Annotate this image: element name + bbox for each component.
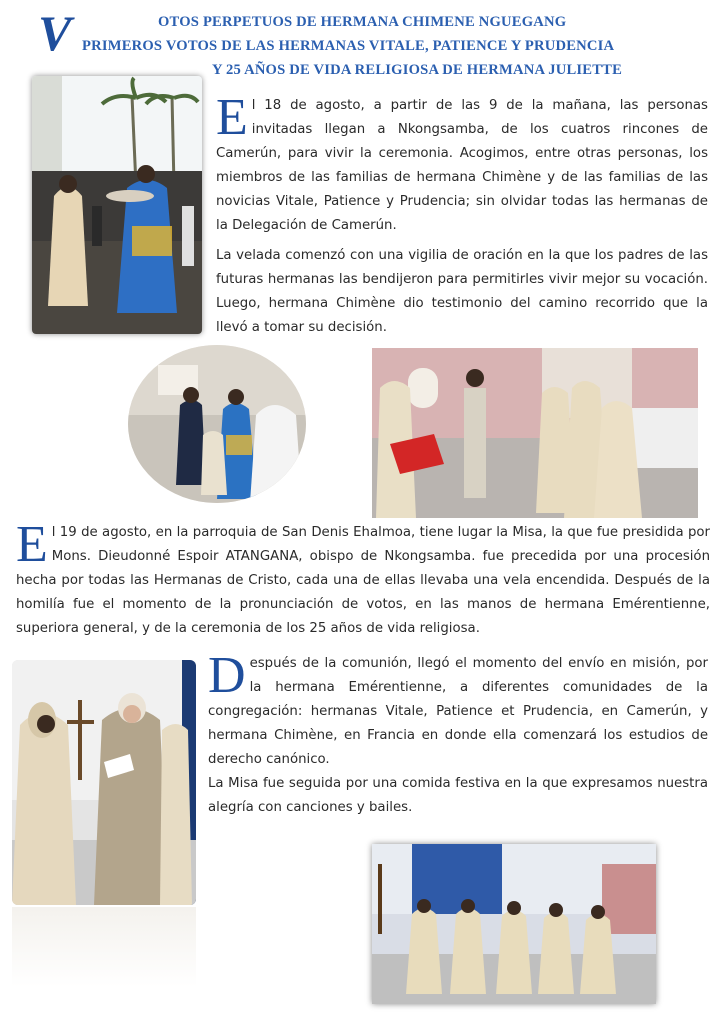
photo-blessing-oval: [128, 345, 306, 503]
section-3-paragraph-1: espués de la comunión, llegó el momento del envío en misión, por la hermana Emérentienne, a diferentes comunidades de la congregación: hermanas Vitale, Patience et Prudencia, en Camerún, y hermana Chimène, en Francia en donde ella comenzará los estudios de derecho canónico.: [208, 656, 708, 767]
photo-reflection: [12, 907, 196, 987]
section-3-text: [208, 647, 708, 820]
section-2-paragraph-1: l 19 de agosto, en la parroquia de San Denis Ehalmoa, tiene lugar la Misa, la que fue presidida por Mons. Dieudonné Espoir ATANGANA, obispo de Nkongsamba. fue precedida por una procesión hecha por todas las Hermanas de Cristo, cada una de ellas llevaba una vela encendida. Después de la homilía fue el momento de la pronunciación de votos, en las manos de hermana Emérentienne, superiora general, y de la ceremonia de los 25 años de vida religiosa.: [16, 525, 710, 636]
title-initial: V: [38, 5, 72, 61]
section-2-text: [16, 516, 710, 641]
section-3-paragraph-2: La Misa fue seguida por una comida festiva en la que expresamos nuestra alegría con canciones y bailes.: [208, 776, 708, 815]
photo-vows-church: [372, 348, 698, 518]
title-line-3: Y 25 AÑOS DE VIDA RELIGIOSA DE HERMANA JULIETTE: [212, 62, 623, 78]
drop-cap-e: E: [216, 89, 248, 146]
section-1-paragraph-1: l 18 de agosto, a partir de las 9 de la mañana, las personas invitadas llegan a Nkongsamba, de los cuatros rincones de Camerún, para vivir la ceremonia. Acogimos, entre otras personas, los miembros de las familias de hermana Chimène y de las familias de las novicias Vitale, Patience y Prudencia; sin olvidar todas las hermanas de la Delegación de Camerún.: [216, 98, 708, 233]
drop-cap-d: D: [208, 647, 246, 704]
section-1-paragraph-2: La velada comenzó con una vigilia de oración en la que los padres de las futuras hermanas las bendijeron para permitirles vivir mejor su vocación. Luego, hermana Chimène dio testimonio del camino recorrido que la llevó a tomar su decisión.: [216, 248, 708, 335]
title-line-2: PRIMEROS VOTOS DE LAS HERMANAS VITALE, PATIENCE Y PRUDENCIA: [82, 38, 615, 54]
photo-sisters-reading: [12, 660, 196, 905]
drop-cap-e-2: E: [16, 516, 48, 573]
section-1-text: [216, 89, 708, 340]
title-line-1: OTOS PERPETUOS DE HERMANA CHIMENE NGUEGANG: [158, 14, 567, 30]
photo-dancing: [372, 844, 656, 1004]
photo-offering-procession: [32, 76, 202, 334]
